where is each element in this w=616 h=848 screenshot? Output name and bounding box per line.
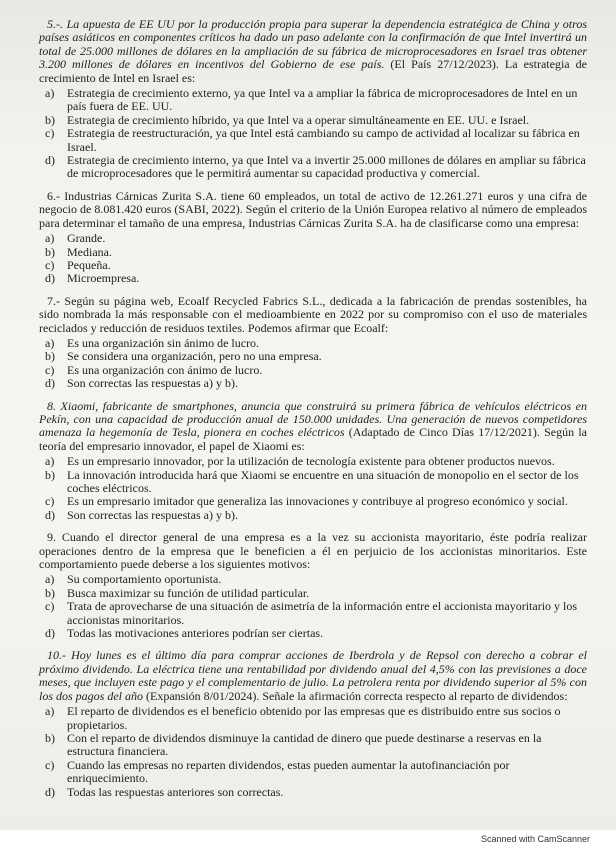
option-text: Cuando las empresas no reparten dividendos, estas pueden aumentar la autofinanciación por enriquecimiento. <box>67 757 510 786</box>
question-quote: 5.-. La apuesta de EE UU por la producción propia para superar la dependencia estratégica de China y otros países asiáticos en componentes críticos ha dado un paso adelante con la confirmación de que Intel invertirá un total de 25.000 millones de dólares en la ampliación de su fábrica de microprocesadores en Israel tras obtener 3.200 millones de dólares en incentivos del Gobierno de ese país. <box>39 17 587 72</box>
question-text: 6.- Industrias Cárnicas Zurita S.A. tiene 60 empleados, un total de activo de 12.261.271 euros y una cifra de negocio de 8.081.420 euros (SABI, 2022). Según el criterio de la Unión Europea relativo al número de empleados para determinar el tamaño de una empresa, Industrias Cárnicas Zurita S.A. ha de clasificarse como una empresa: <box>39 188 587 230</box>
answer-option <box>45 86 587 114</box>
answer-option <box>45 349 587 364</box>
answer-option <box>45 112 587 127</box>
option-text: Estrategia de crecimiento interno, ya que Intel va a invertir 25.000 millones de dólares en ampliar su fábrica de microprocesadores que le permitirá aumentar su capacidad productiva y comercial. <box>67 153 586 181</box>
question-block <box>39 649 587 798</box>
option-text: Son correctas las respuestas a) y b). <box>67 507 238 522</box>
answer-options <box>39 337 587 391</box>
option-text: Su comportamiento oportunista. <box>67 572 222 587</box>
option-text: Estrategia de crecimiento híbrido, ya que Intel va a operar simultáneamente en EE. UU. e Israel. <box>67 112 530 127</box>
answer-option <box>45 572 587 587</box>
answer-option <box>45 126 587 154</box>
answer-option <box>45 271 587 286</box>
option-text: Es un empresario innovador, por la utilización de tecnología existente para obtener productos nuevos. <box>67 454 555 469</box>
exam-content <box>39 18 587 808</box>
answer-option <box>45 784 587 799</box>
question-block <box>39 295 587 391</box>
option-letter: c) <box>45 757 55 772</box>
question-text: 7.- Según su página web, Ecoalf Recycled Fabrics S.L., dedicada a la fabricación de prendas sostenibles, ha sido nombrada la más responsable con el medioambiente en 2022 por su compromiso con el uso de materiales reciclados y reducción de residuos textiles. Podemos afirmar que Ecoalf: <box>39 293 587 335</box>
option-text: Es una organización con ánimo de lucro. <box>67 362 263 377</box>
question-stem <box>39 649 587 703</box>
option-text: Todas las motivaciones anteriores podrían ser ciertas. <box>67 626 324 641</box>
option-letter: c) <box>45 126 55 141</box>
option-letter: c) <box>45 362 55 377</box>
option-text: Busca maximizar su función de utilidad particular. <box>67 585 310 600</box>
question-stem <box>39 400 587 454</box>
answer-option <box>45 454 587 469</box>
answer-options <box>39 573 587 640</box>
answer-option <box>45 585 587 600</box>
answer-option <box>45 757 587 786</box>
option-text: La innovación introducida hará que Xiaomi se encuentre en una situación de monopolio en el sector de los coches eléctricos. <box>67 467 579 495</box>
answer-options <box>39 232 587 286</box>
answer-option <box>45 362 587 377</box>
question-block <box>39 190 587 286</box>
option-letter: d) <box>45 153 55 168</box>
option-text: Es una organización sin ánimo de lucro. <box>67 335 260 350</box>
option-letter: a) <box>45 231 55 246</box>
option-letter: a) <box>45 86 55 101</box>
option-letter: a) <box>45 454 55 469</box>
question-stem <box>39 531 587 571</box>
option-text: Grande. <box>67 231 106 246</box>
question-block <box>39 531 587 640</box>
scanner-footer <box>0 830 616 848</box>
answer-option <box>45 599 587 627</box>
question-text: (Expansión 8/01/2024). Señale la afirmación correcta respecto al reparto de dividendos: <box>143 688 568 703</box>
option-letter: b) <box>45 112 55 127</box>
answer-option <box>45 507 587 522</box>
answer-options <box>39 455 587 522</box>
answer-options <box>39 87 587 181</box>
question-stem <box>39 190 587 230</box>
option-text: Todas las respuestas anteriores son correctas. <box>67 784 284 799</box>
scanner-watermark-text: Scanned with CamScanner <box>480 834 590 844</box>
option-text: Con el reparto de dividendos disminuye la cantidad de dinero que puede destinarse a reservas en la estructura financiera. <box>67 730 542 759</box>
option-letter: d) <box>45 376 55 391</box>
question-text: 9. Cuando el director general de una empresa es a la vez su accionista mayoritario, éste podría realizar operaciones dentro de la empresa que le beneficien a él en perjuicio de los accionistas minoritarios. Este comportamiento puede deberse a los siguientes motivos: <box>39 530 587 572</box>
option-text: Es un empresario imitador que generaliza las innovaciones y contribuye al progreso económico y social. <box>67 494 568 509</box>
option-text: Microempresa. <box>67 271 140 286</box>
answer-option <box>45 704 587 732</box>
question-text: (Adaptado de Cinco Días 17/12/2021). Según la teoría del empresario innovador, el papel de Xiaomi es: <box>39 425 588 453</box>
answer-option <box>45 730 587 759</box>
option-letter: c) <box>45 257 55 272</box>
option-letter: b) <box>45 244 55 259</box>
question-block <box>39 18 587 181</box>
answer-option <box>45 153 587 181</box>
question-block <box>39 400 587 523</box>
answer-option <box>45 626 587 641</box>
option-letter: b) <box>45 585 55 600</box>
answer-option <box>45 231 587 246</box>
question-stem <box>39 18 587 85</box>
option-letter: c) <box>45 599 55 614</box>
question-stem <box>39 295 587 335</box>
option-text: Estrategia de crecimiento externo, ya que Intel va a ampliar la fábrica de microprocesadores de Intel en un país fuera de EE. UU. <box>67 86 578 114</box>
option-letter: b) <box>45 730 55 745</box>
answer-option <box>45 494 587 509</box>
option-text: El reparto de dividendos es el beneficio obtenido por las empresas que es distribuido entre sus socios o propietarios. <box>67 704 561 732</box>
option-letter: a) <box>45 572 55 587</box>
option-letter: d) <box>45 507 55 522</box>
answer-options <box>39 705 587 799</box>
option-text: Son correctas las respuestas a) y b). <box>67 376 238 391</box>
option-text: Pequeña. <box>67 257 111 272</box>
option-letter: a) <box>45 335 55 350</box>
answer-option <box>45 244 587 259</box>
option-text: Estrategia de reestructuración, ya que Intel está cambiando su campo de actividad al localizar su fábrica en Israel. <box>67 126 580 154</box>
option-text: Se considera una organización, pero no una empresa. <box>67 349 322 364</box>
answer-option <box>45 257 587 272</box>
option-letter: b) <box>45 349 55 364</box>
option-letter: d) <box>45 271 55 286</box>
option-letter: c) <box>45 494 55 509</box>
option-letter: b) <box>45 467 55 482</box>
option-letter: d) <box>45 626 55 641</box>
option-text: Trata de aprovecharse de una situación de asimetría de la información entre el accionista mayoritario y los accionistas minoritarios. <box>67 599 578 627</box>
answer-option <box>45 467 587 496</box>
option-letter: a) <box>45 704 55 719</box>
option-letter: d) <box>45 784 55 799</box>
question-quote: 10.- Hoy lunes es el último día para comprar acciones de Iberdrola y de Repsol con derecho a cobrar el próximo dividendo. La eléctrica tiene una rentabilidad por dividendo anual del 4,5% con las previsiones a doce meses, que incluyen este pago y el complementario de julio. La petrolera renta por dividendo superior al 5% con los dos pagos del año <box>39 648 587 703</box>
question-text: (El País 27/12/2023). La estrategia de crecimiento de Intel en Israel es: <box>39 57 587 85</box>
option-text: Mediana. <box>67 244 112 259</box>
question-quote: 8. Xiaomi, fabricante de smartphones, anuncia que construirá su primera fábrica de vehículos eléctricos en Pekín, con una capacidad de producción anual de 150.000 unidades. Una generación de nuevos competidores amenaza la hegemonía de Tesla, pionera en coches eléctricos <box>39 398 587 440</box>
answer-option <box>45 335 587 350</box>
answer-option <box>45 376 587 391</box>
